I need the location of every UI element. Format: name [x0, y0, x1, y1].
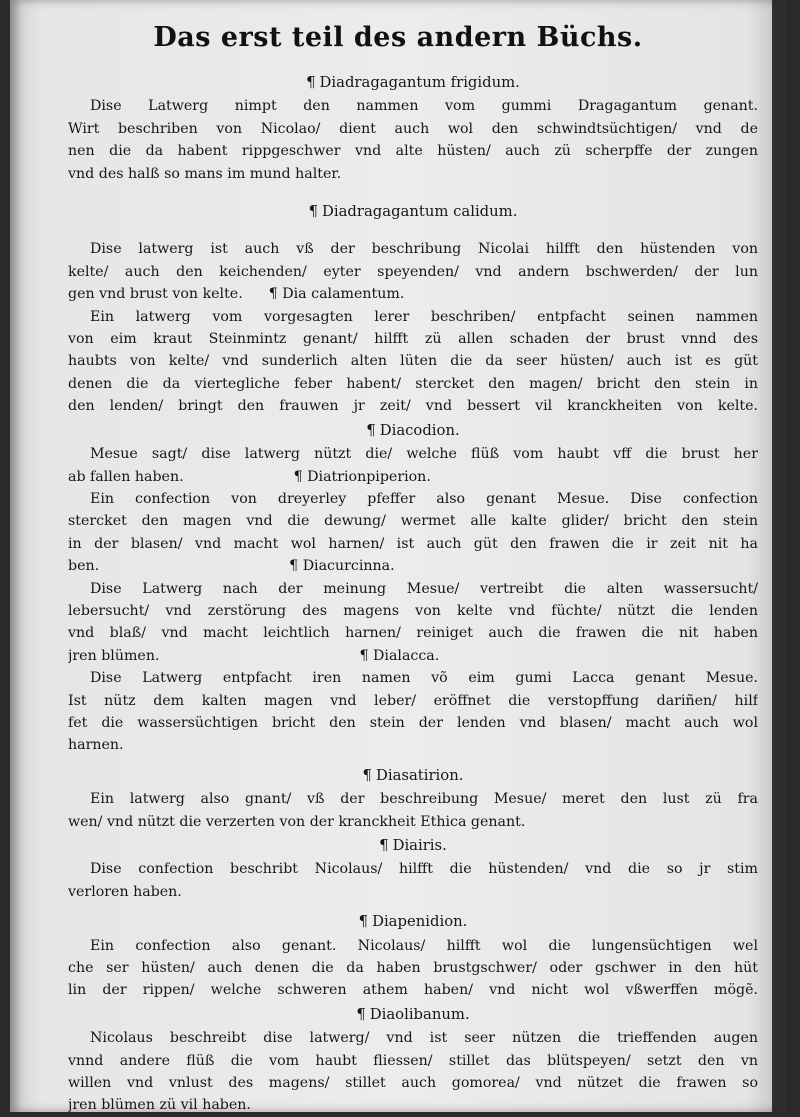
- text-line: jren blümen zü vil haben.: [68, 1097, 251, 1114]
- text-line: Ein confection von dreyerley pfeffer also genant Mesue. Dise confection: [90, 490, 758, 507]
- text-line: den lenden/ bringt den frauwen jr zeit/ vnd bessert vil kranckheiten von kelte.: [68, 398, 758, 415]
- text-line: in der blasen/ vnd macht wol harnen/ ist auch güt den frawen die ir zeit nit ha: [68, 535, 758, 552]
- section-heading-inline: ¶ Diatrionpiperion.: [293, 468, 431, 485]
- section-heading: ¶ Diasatirion.: [362, 766, 464, 784]
- text-line: che ser hüsten/ auch denen die da haben brustgschwer/ oder gschwer in den hüt: [68, 960, 758, 977]
- section-heading: ¶ Diadragagantum calidum.: [308, 203, 518, 221]
- section-heading: ¶ Diaolibanum.: [356, 1005, 470, 1023]
- paragraph-mark-icon: ¶: [306, 74, 316, 91]
- text-line: Mesue sagt/ dise latwerg nützt die/ welche flüß vom haubt vff die brust her: [90, 446, 758, 463]
- text-line: haubts von kelte/ vnd sunderlich alten lüten die da seer hüsten/ auch ist es güt: [68, 353, 758, 370]
- text-line: Wirt beschriben von Nicolao/ dient auch wol den schwindtsüchtigen/ vnd de: [68, 120, 758, 137]
- text-line: lin der rippen/ welche schweren athem haben/ vnd nicht wol vßwerffen mögẽ.: [68, 982, 758, 999]
- text-line: Dise Latwerg nach der meinung Mesue/ vertreibt die alten wassersucht/: [90, 580, 758, 597]
- text-line: Ein latwerg vom vorgesagten lerer beschriben/ entpfacht seinen nammen: [90, 308, 758, 325]
- text-line: Dise confection beschribt Nicolaus/ hilfft die hüstenden/ vnd die so jr stim: [90, 861, 758, 878]
- section-heading-inline: ¶ Dia calamentum.: [268, 286, 405, 303]
- text-line: Nicolaus beschreibt dise latwerg/ vnd ist seer nützen die trieffenden augen: [90, 1030, 758, 1047]
- paragraph-mark-icon: ¶: [356, 1005, 366, 1023]
- text-line: Dise latwerg ist auch vß der beschribung Nicolai hilfft den hüstenden von: [90, 241, 758, 258]
- text-line: verloren haben.: [68, 883, 182, 900]
- text-line: Dise Latwerg nimpt den nammen vom gummi Dragagantum genant.: [90, 98, 758, 115]
- section-heading: ¶ Diadragagantum frigidum.: [306, 74, 520, 91]
- section-heading-inline: ¶ Diacurcinna.: [289, 558, 395, 575]
- section-heading: ¶ Diapenidion.: [358, 913, 468, 931]
- page-title: Das erst teil des andern Büchs.: [153, 22, 643, 53]
- text-line: ben. ¶ Diacurcinna.: [68, 558, 395, 575]
- text-line: Ein confection also genant. Nicolaus/ hilfft wol die lungensüchtigen wel: [90, 937, 758, 954]
- page-content: [68, 70, 758, 1117]
- text-line: vnd des halß so mans im mund halter.: [68, 165, 342, 182]
- paragraph-mark-icon: ¶: [359, 647, 369, 664]
- text-line: jren blümen. ¶ Dialacca.: [68, 647, 440, 664]
- section-heading: ¶ Diairis.: [379, 837, 447, 854]
- text-line: wen/ vnd nützt die verzerten von der kranckheit Ethica genant.: [68, 813, 526, 830]
- book-page: [10, 0, 786, 1112]
- section-heading: ¶ Diacodion.: [366, 421, 460, 439]
- paragraph-mark-icon: ¶: [379, 837, 389, 854]
- text-line: Ist nütz dem kalten magen vnd leber/ eröffnet die verstopffung dariñen/ hilf: [68, 692, 758, 709]
- paragraph-mark-icon: ¶: [268, 286, 278, 303]
- text-line: stercket den magen vnd die dewung/ wermet alle kalte glider/ bricht den stein: [68, 513, 758, 530]
- text-line: fet die wassersüchtigen bricht den stein der lenden vnd blasen/ macht auch wol: [68, 714, 758, 731]
- text-line: Ein latwerg also gnant/ vß der beschreibung Mesue/ meret den lust zü fra: [90, 791, 758, 808]
- section-heading-inline: ¶ Dialacca.: [359, 647, 440, 664]
- text-line: lebersucht/ vnd zerstörung des magens von kelte vnd füchte/ nützt die lenden: [68, 602, 758, 619]
- text-line: denen die da viertegliche feber habent/ stercket den magen/ bricht den stein in: [68, 375, 758, 392]
- text-line: ab fallen haben. ¶ Diatrionpiperion.: [68, 468, 431, 485]
- paragraph-mark-icon: ¶: [293, 468, 303, 485]
- text-line: harnen.: [68, 737, 124, 754]
- text-line: willen vnd vnlust des magens/ stillet auch gomorea/ vnd nützet die frawen so: [68, 1075, 758, 1092]
- text-line: von eim kraut Steinmintz genant/ hilfft zü allen schaden der brust vnnd des: [68, 331, 758, 348]
- paragraph-mark-icon: ¶: [362, 766, 372, 784]
- paragraph-mark-icon: ¶: [308, 203, 318, 221]
- text-line: kelte/ auch den keichenden/ eyter speyenden/ vnd andern bschwerden/ der lun: [68, 263, 758, 280]
- text-line: gen vnd brust von kelte. ¶ Dia calamentum.: [68, 286, 405, 303]
- paragraph-mark-icon: ¶: [366, 421, 376, 439]
- text-line: vnd blaß/ vnd macht leichtlich harnen/ reiniget auch die frawen die nit haben: [68, 625, 758, 642]
- text-line: Dise Latwerg entpfacht iren namen võ eim gumi Lacca genant Mesue.: [90, 670, 758, 687]
- text-line: vnnd andere flüß die vom haubt fliessen/ stillet das blütspeyen/ setzt den vn: [68, 1052, 758, 1069]
- paragraph-mark-icon: ¶: [289, 558, 299, 575]
- page-edge: [772, 0, 786, 1112]
- paragraph-mark-icon: ¶: [358, 913, 369, 931]
- text-line: nen die da habent rippgeschwer vnd alte hüsten/ auch zü scherpffe der zungen: [68, 143, 758, 160]
